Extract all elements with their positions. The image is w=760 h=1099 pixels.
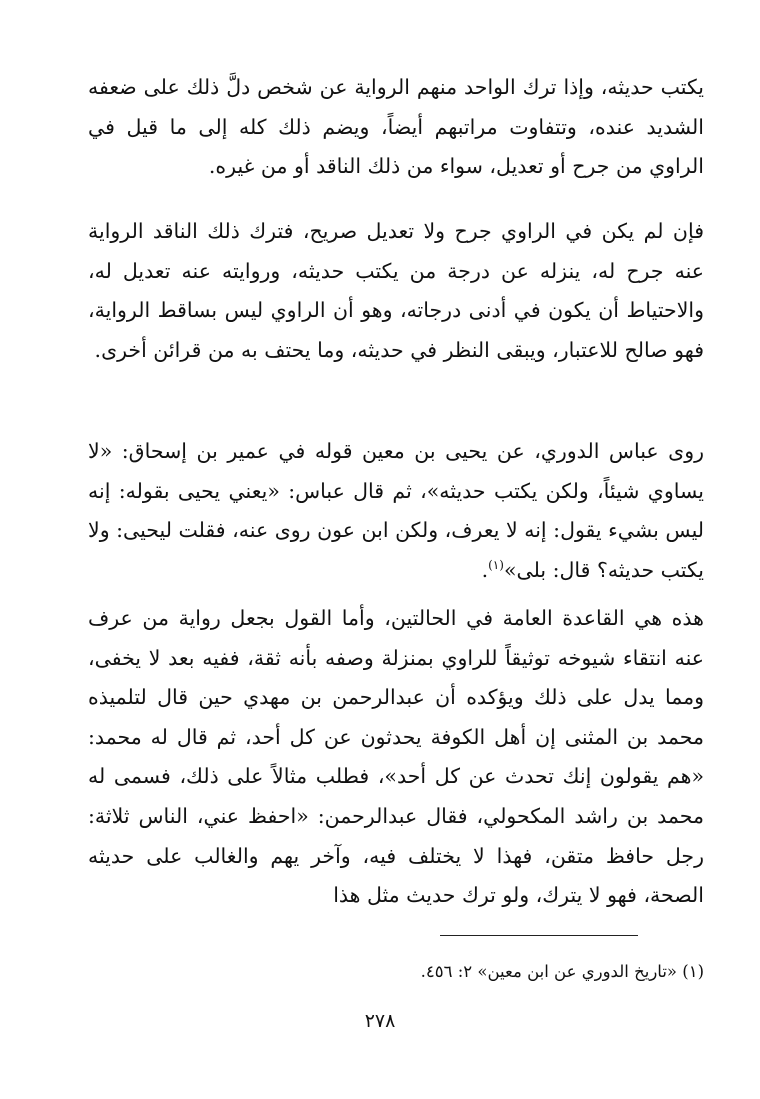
paragraph-3-end: . bbox=[481, 557, 489, 582]
paragraph-1 bbox=[88, 68, 704, 187]
footnote-separator bbox=[440, 935, 638, 936]
paragraph-3 bbox=[88, 432, 704, 590]
paragraph-4 bbox=[88, 599, 704, 916]
page-number: ٢٧٨ bbox=[364, 1010, 396, 1032]
paragraph-3-container bbox=[88, 432, 704, 590]
paragraph-2-text: فإن لم يكن في الراوي جرح ولا تعديل صريح، فترك ذلك الناقد الرواية عنه جرح له، ينزله عن درجة من يكتب حديثه، وروايته عنه تعديل له، والاحتياط أن يكون في أدنى درجاته، وهو أن الراوي ليس بساقط الرواية، فهو صالح للاعتبار، ويبقى النظر في حديثه، وما يحتف به من قرائن أخرى. bbox=[88, 219, 704, 362]
footnote-reference[interactable]: (١) bbox=[488, 557, 504, 572]
paragraph-1-text: يكتب حديثه، وإذا ترك الواحد منهم الرواية عن شخص دلَّ ذلك على ضعفه الشديد عنده، وتتفاوت مراتبهم أيضاً، ويضم ذلك كله إلى ما قيل في الراوي من جرح أو تعديل، سواء من ذلك الناقد أو من غيره. bbox=[88, 75, 704, 179]
paragraph-2 bbox=[88, 212, 704, 370]
paragraph-4-text: هذه هي القاعدة العامة في الحالتين، وأما القول بجعل رواية من عرف عنه انتقاء شيوخه توثيقاً للراوي بمنزلة وصفه بأنه ثقة، ففيه بعد لا يخفى، ومما يدل على ذلك ويؤكده أن عبدالرحمن بن مهدي حين قال لتلميذه محمد بن المثنى إن أهل الكوفة يحدثون عن كل أحد، ثم قال له محمد: «هم يقولون إنك تحدث عن كل أحد»، فطلب مثالاً على ذلك، فسمى له محمد بن راشد المكحولي، فقال عبدالرحمن: «احفظ عني، الناس ثلاثة: رجل حافظ متقن، فهذا لا يختلف فيه، وآخر يهم والغالب على حديثه الصحة، فهو لا يترك، ولو ترك حديث مثل هذا bbox=[88, 606, 704, 908]
paragraph-3-text: روى عباس الدوري، عن يحيى بن معين قوله في عمير بن إسحاق: «لا يساوي شيئاً، ولكن يكتب حديثه»، ثم قال عباس: «يعني يحيى بقوله: إنه ليس بشيء يقول: إنه لا يعرف، ولكن ابن عون روى عنه، فقلت ليحيى: ولا يكتب حديثه؟ قال: بلى» bbox=[88, 439, 704, 582]
footnote: (١) «تاريخ الدوري عن ابن معين» ٢: ٤٥٦. bbox=[420, 962, 704, 981]
